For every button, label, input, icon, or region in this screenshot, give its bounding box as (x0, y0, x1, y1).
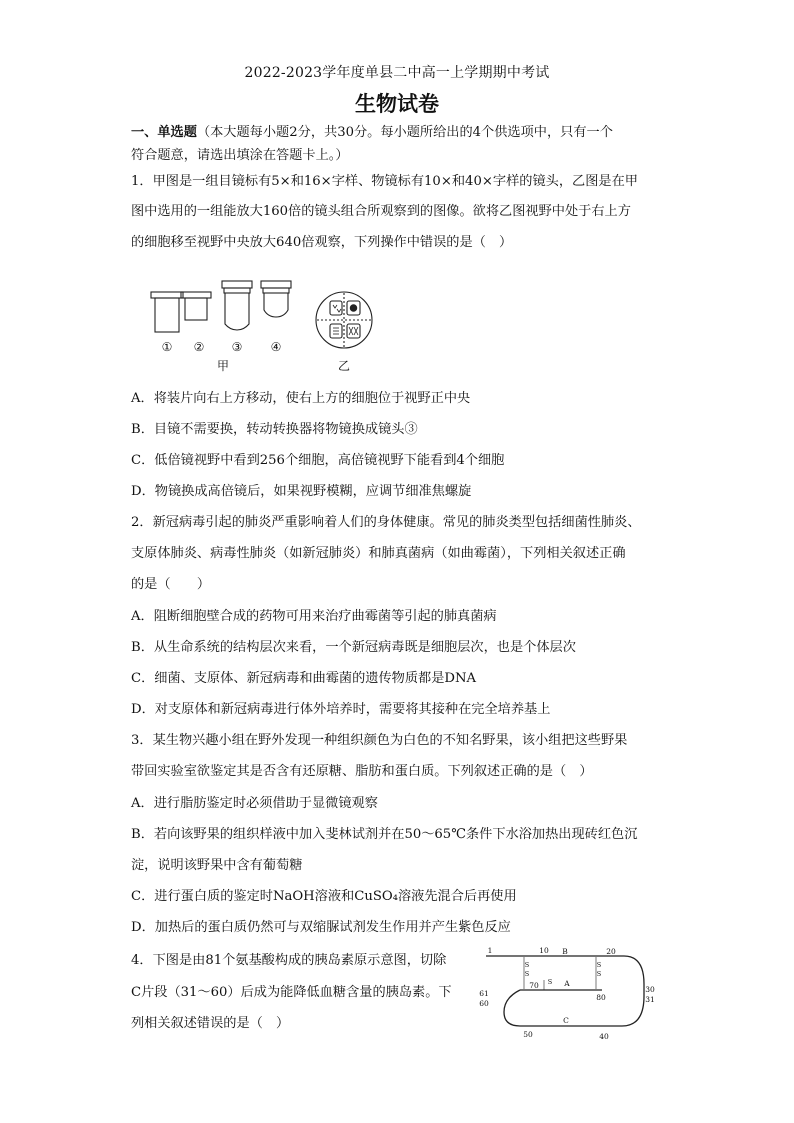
residue-60: 60 (479, 999, 489, 1008)
section-instruction-line1 (131, 124, 613, 142)
q2-option-c: C．细菌、支原体、新冠病毒和曲霉菌的遗传物质都是DNA (131, 671, 477, 686)
residue-20: 20 (606, 947, 616, 956)
q4-stem-line1: 4．下图是由81个氨基酸构成的胰岛素原示意图，切除 (131, 953, 447, 968)
q3-option-b-cont: 淀，说明该野果中含有葡萄糖 (131, 858, 303, 873)
chain-label-a: A (564, 979, 570, 988)
section-instruction-line2: 符合题意，请选出填涂在答题卡上。） (131, 148, 349, 163)
q1-option-a: A．将装片向右上方移动，使右上方的细胞位于视野正中央 (131, 391, 471, 406)
disulfide-s-4: S (596, 970, 602, 978)
q1-figure (140, 272, 380, 382)
lens-label-2: ② (193, 340, 205, 354)
disulfide-s-3: S (596, 961, 602, 969)
disulfide-s-5: S (547, 978, 553, 986)
residue-61: 61 (479, 989, 489, 998)
section-instruction-text: （本大题每小题2分，共30分。每小题所给出的4个供选项中，只有一个 (196, 125, 613, 140)
objective-lens-3-icon (222, 281, 252, 330)
q4-stem-line3: 列相关叙述错误的是（ ） (131, 1016, 290, 1031)
eyepiece-lens-1-icon (151, 292, 183, 332)
q4-proinsulin-figure (472, 944, 662, 1044)
chain-label-b: B (562, 947, 568, 956)
q3-stem-line1: 3．某生物兴趣小组在野外发现一种组织颜色为白色的不知名野果，该小组把这些野果 (131, 733, 628, 748)
q3-option-c: C．进行蛋白质的鉴定时NaOH溶液和CuSO₄溶液先混合后再使用 (131, 889, 517, 904)
q1-stem-line1: 1．甲图是一组目镜标有5×和16×字样、物镜标有10×和40×字样的镜头，乙图是在甲 (131, 174, 638, 189)
disulfide-s-2: S (524, 970, 530, 978)
lens-label-3: ③ (231, 340, 243, 354)
q1-option-d: D．物镜换成高倍镜后，如果视野模糊，应调节细准焦螺旋 (131, 484, 472, 499)
q4-stem-line2: C片段（31～60）后成为能降低血糖含量的胰岛素。下 (131, 985, 452, 1000)
objective-lens-4-icon (261, 281, 291, 317)
residue-1: 1 (487, 946, 493, 955)
microscope-field-of-view (316, 292, 372, 348)
eyepiece-lens-2-icon (181, 292, 211, 320)
q1-stem-line2: 图中选用的一组能放大160倍的镜头组合所观察到的图像。欲将乙图视野中处于右上方 (131, 204, 631, 219)
q2-stem-line2: 支原体肺炎、病毒性肺炎（如新冠肺炎）和肺真菌病（如曲霉菌），下列相关叙述正确 (131, 546, 626, 561)
lens-label-1: ① (161, 340, 173, 354)
q3-option-b: B．若向该野果的组织样液中加入斐林试剂并在50～65℃条件下水浴加热出现砖红色沉 (131, 827, 638, 842)
q1-stem-line3: 的细胞移至视野中央放大640倍观察，下列操作中错误的是（ ） (131, 235, 513, 250)
lens-label-4: ④ (270, 340, 282, 354)
q1-option-c: C．低倍镜视野中看到256个细胞，高倍镜视野下能看到4个细胞 (131, 453, 505, 468)
disulfide-s-1: S (524, 961, 530, 969)
q2-stem-line3: 的是（ ） (131, 577, 211, 592)
figure-label-jia: 甲 (216, 359, 230, 373)
q2-option-d: D．对支原体和新冠病毒进行体外培养时，需要将其接种在完全培养基上 (131, 702, 551, 717)
figure-label-yi: 乙 (337, 359, 351, 373)
residue-31: 31 (645, 995, 655, 1004)
residue-50: 50 (523, 1030, 533, 1039)
section-heading: 一、单选题 (131, 125, 197, 140)
exam-title: 2022-2023学年度单县二中高一上学期期中考试 (244, 65, 550, 81)
q2-stem-line1: 2．新冠病毒引起的肺炎严重影响着人们的身体健康。常见的肺炎类型包括细菌性肺炎、 (131, 515, 641, 530)
residue-70: 70 (529, 981, 539, 990)
q2-option-b: B．从生命系统的结构层次来看，一个新冠病毒既是细胞层次，也是个体层次 (131, 640, 576, 655)
residue-40: 40 (599, 1032, 609, 1041)
q3-stem-line2: 带回实验室欲鉴定其是否含有还原糖、脂肪和蛋白质。下列叙述正确的是（ ） (131, 764, 593, 779)
chain-label-c: C (563, 1016, 569, 1025)
q3-option-a: A．进行脂肪鉴定时必须借助于显微镜观察 (131, 796, 378, 811)
subject-title: 生物试卷 (355, 91, 439, 116)
q3-option-d: D．加热后的蛋白质仍然可与双缩脲试剂发生作用并产生紫色反应 (131, 920, 511, 935)
residue-80: 80 (596, 993, 606, 1002)
residue-30: 30 (645, 985, 655, 994)
residue-10: 10 (539, 946, 549, 955)
q2-option-a: A．阻断细胞壁合成的药物可用来治疗曲霉菌等引起的肺真菌病 (131, 609, 497, 624)
q1-option-b: B．目镜不需要换，转动转换器将物镜换成镜头③ (131, 422, 418, 437)
